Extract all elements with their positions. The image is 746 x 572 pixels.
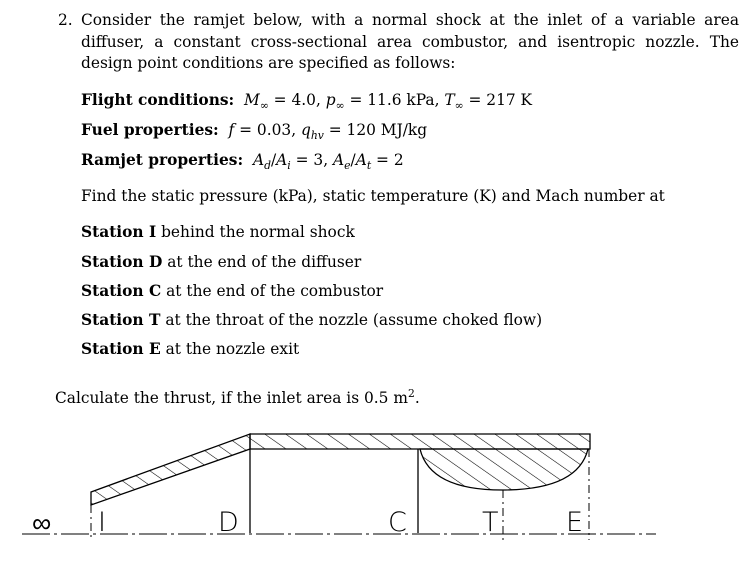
station-desc: at the end of the combustor [166,282,384,300]
inlet-ramp [91,434,250,505]
fuel-properties-label: Fuel properties: [81,121,219,139]
station-name: Station E [81,340,161,358]
label-t: T [482,507,499,538]
label-d: D [218,507,239,538]
station-desc: at the end of the diffuser [167,253,362,271]
flight-conditions-label: Flight conditions: [81,91,235,109]
problem-intro: Consider the ramjet below, with a normal shock at the inlet of a variable area diffuser, a constant cross-sectional area combustor, and isentropic nozzle. The design point conditions are specified as follows: [81,11,739,72]
station-desc: at the throat of the nozzle (assume choked flow) [165,311,543,329]
cowl-body [250,434,590,449]
thrust-text-main: Calculate the thrust, if the inlet area is 0.5 m [55,389,408,408]
station-name: Station D [81,253,163,271]
station-name: Station I [81,223,157,241]
flight-conditions-math: $M_\infty = 4.0$, $p_\infty = 11.6$ kPa, $T_\infty = 217$ K [244,91,533,113]
label-e: E [566,507,584,538]
nozzle-bulge [420,449,588,490]
fuel-properties-math: f = 0.03, $q_{hv} = 120$ MJ/kg [228,121,428,143]
ramjet-properties-math: $A_d/A_i = 3$, $A_e/A_t = 2$ [252,151,404,173]
thrust-exponent: 2 [407,387,415,400]
station-name: Station C [81,282,162,300]
thrust-period: . [414,389,420,408]
label-c: C [388,507,407,538]
station-desc: behind the normal shock [161,223,355,241]
find-text: Find the static pressure (kPa), static temperature (K) and Mach number at [81,187,665,205]
station-name: Station T [81,311,161,329]
ramjet-properties-label: Ramjet properties: [81,151,244,169]
label-i: I [98,507,106,538]
problem-number: 2. [58,11,73,29]
label-infinity: ∞ [32,508,52,539]
station-desc: at the nozzle exit [165,340,300,358]
